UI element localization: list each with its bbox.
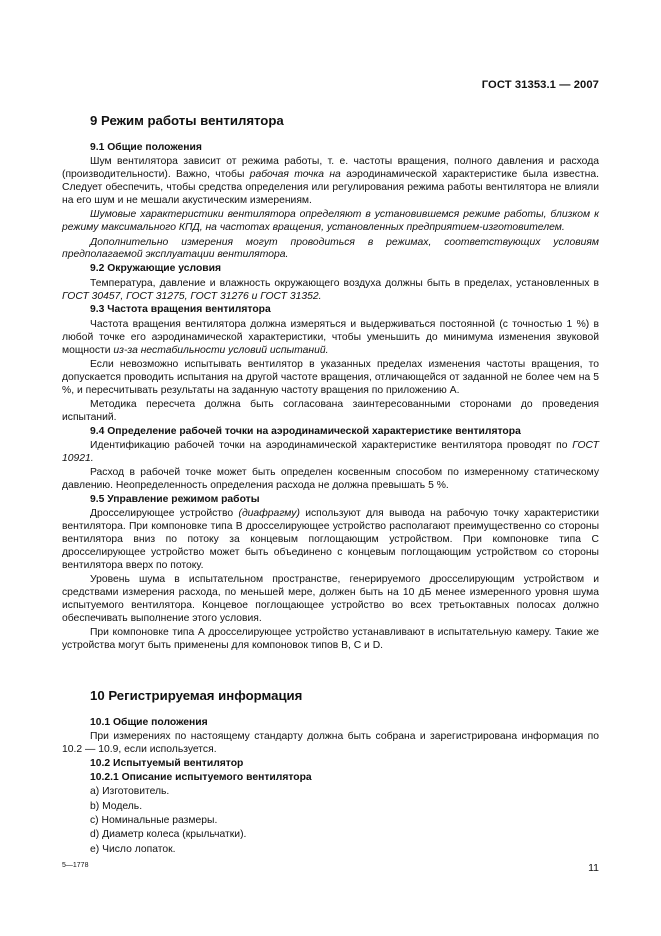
paragraph: Частота вращения вентилятора должна измеряться и выдерживаться постоянной (с точностью 1 %) в любой точке его аэродинамической характеристики, чтобы уменьшить до минимума изменения звуковой мощности из-за нестабильности условий испытаний.: [62, 318, 599, 356]
paragraph: При измерениях по настоящему стандарту должна быть собрана и зарегистрирована информация по 10.2 — 10.9, если используется.: [62, 731, 599, 756]
paragraph: Шумовые характеристики вентилятора определяют в установившемся режиме работы, близком к режиму максимального КПД, на частотах вращения, установленных предприятием-изготовителем.: [62, 209, 599, 234]
paragraph: Дополнительно измерения могут проводиться в режимах, соответствующих условиям предполагаемой эксплуатации вентилятора.: [62, 236, 599, 261]
subsection-10-2-1-title: 10.2.1 Описание испытуемого вентилятора: [90, 772, 312, 784]
document-page: [62, 0, 599, 936]
section-9-body: [62, 141, 599, 653]
subsection-9-4-title: 9.4 Определение рабочей точки на аэродинамической характеристике вентилятора: [90, 425, 521, 437]
paragraph: При компоновке типа А дросселирующее устройство устанавливают в испытательную камеру. Такие же устройства могут быть применены для компоновок типов В, С и D.: [62, 627, 599, 652]
page-number: 11: [588, 862, 599, 874]
paragraph: Дросселирующее устройство (диафрагму) используют для вывода на рабочую точку характеристики вентилятора. При компоновке типа В дросселирующее устройство располагают преимущественно со стороны вентилятора вниз по потоку за концевым поглощающим устройством. При компоновке типа С дросселирующее устройство может быть объединено с концевым поглощающим устройством со стороны вентилятора вверх по потоку.: [62, 508, 599, 571]
subsection-10-1-title: 10.1 Общие положения: [90, 717, 208, 728]
list-item: d) Диаметр колеса (крыльчатки).: [90, 829, 247, 841]
paragraph: Расход в рабочей точке может быть определен косвенным способом по измеренному статическому давлению. Неопределенность определения расхода не должна превышать 5 %.: [62, 467, 599, 492]
section-10-body: [62, 716, 599, 856]
subsection-10-2-title: 10.2 Испытуемый вентилятор: [90, 758, 244, 770]
standard-designation: ГОСТ 31353.1 — 2007: [481, 79, 599, 91]
paragraph: Методика пересчета должна быть согласована заинтересованными сторонами до проведения испытаний.: [62, 398, 599, 423]
subsection-9-5-title: 9.5 Управление режимом работы: [90, 494, 260, 506]
subsection-9-2-title: 9.2 Окружающие условия: [90, 263, 222, 275]
section-9-title: 9 Режим работы вентилятора: [90, 113, 284, 128]
paragraph: Шум вентилятора зависит от режима работы, т. е. частоты вращения, полного давления и расхода (производительности). Важно, чтобы рабочая точка на аэродинамической характеристике была известна. Следует обеспечить, чтобы средства определения или регулирования режима работы вентилятора не влияли на его шум и не мешали акустическим измерениям.: [62, 156, 599, 207]
paragraph: Уровень шума в испытательном пространстве, генерируемого дросселирующим устройством и средствами измерения расхода, по меньшей мере, должен быть на 10 дБ менее измеренного уровня шума испытуемого вентилятора. Концевое поглощающее устройство во всех третьоктавных полосах должно обеспечивать выполнение этого условия.: [62, 574, 599, 625]
list-item: c) Номинальные размеры.: [90, 814, 218, 826]
paragraph: Если невозможно испытывать вентилятор в указанных пределах изменения частоты вращения, то допускается проводить испытания на другой частоте вращения, отличающейся от заданной не более чем на 5 %, и пересчитывать результаты на заданную частоту вращения по приложению А.: [62, 358, 599, 396]
list-item: b) Модель.: [90, 800, 143, 812]
subsection-9-1-title: 9.1 Общие положения: [90, 142, 202, 153]
subsection-9-3-title: 9.3 Частота вращения вентилятора: [90, 304, 271, 316]
section-10-title: 10 Регистрируемая информация: [90, 688, 303, 703]
paragraph: Температура, давление и влажность окружающего воздуха должны быть в пределах, установленных в ГОСТ 30457, ГОСТ 31275, ГОСТ 31276 и ГОСТ 31352.: [62, 277, 599, 302]
paragraph: Идентификацию рабочей точки на аэродинамической характеристике вентилятора проводят по ГОСТ 10921.: [62, 440, 599, 464]
list-item: e) Число лопаток.: [90, 843, 176, 855]
footer-code: 5—1778: [62, 862, 89, 869]
list-item: а) Изготовитель.: [90, 786, 170, 798]
